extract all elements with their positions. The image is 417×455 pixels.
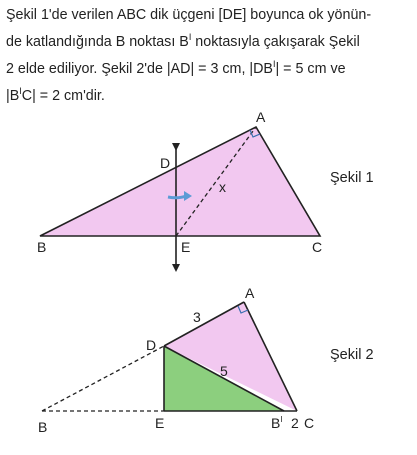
problem-line-4: $|B^IC| = 2$ cm'dir. — [6, 85, 105, 104]
label-e-fig2: E — [155, 415, 165, 431]
label-dbprime-length: 5 — [220, 363, 228, 379]
figure-2 — [38, 285, 374, 435]
caption-figure-1: Şekil 1 — [330, 170, 374, 186]
label-x-fig1: x — [219, 179, 226, 195]
label-a-fig1: A — [256, 109, 266, 125]
label-ad-length: 3 — [193, 309, 201, 325]
label-b-fig2: B — [38, 419, 48, 435]
problem-line-2: de katlandığında B noktası $B^I$ noktasıyla çakışarak Şekil — [6, 32, 360, 50]
label-b-fig1: B — [37, 239, 47, 255]
figure-1 — [37, 109, 374, 268]
label-a-fig2: A — [245, 285, 255, 301]
label-bprimec-length: 2 — [291, 415, 299, 431]
dashed-db — [42, 346, 164, 411]
label-c-fig2: C — [304, 415, 315, 431]
label-e-fig1: E — [181, 239, 191, 255]
label-d-fig1: D — [160, 155, 171, 171]
problem-line-3: 2 elde ediliyor. Şekil 2'de |AD| = 3 cm, $|DB^I| = 5$ cm ve — [6, 58, 346, 77]
label-d-fig2: D — [146, 337, 157, 353]
problem-line-1: Şekil 1'de verilen ABC dik üçgeni [DE] boyunca ok yönün- — [6, 7, 372, 23]
label-c-fig1: C — [312, 239, 323, 255]
label-bprime-fig2: $B^I$ — [271, 415, 283, 431]
triangle-abc — [40, 127, 320, 236]
caption-figure-2: Şekil 2 — [330, 347, 374, 363]
